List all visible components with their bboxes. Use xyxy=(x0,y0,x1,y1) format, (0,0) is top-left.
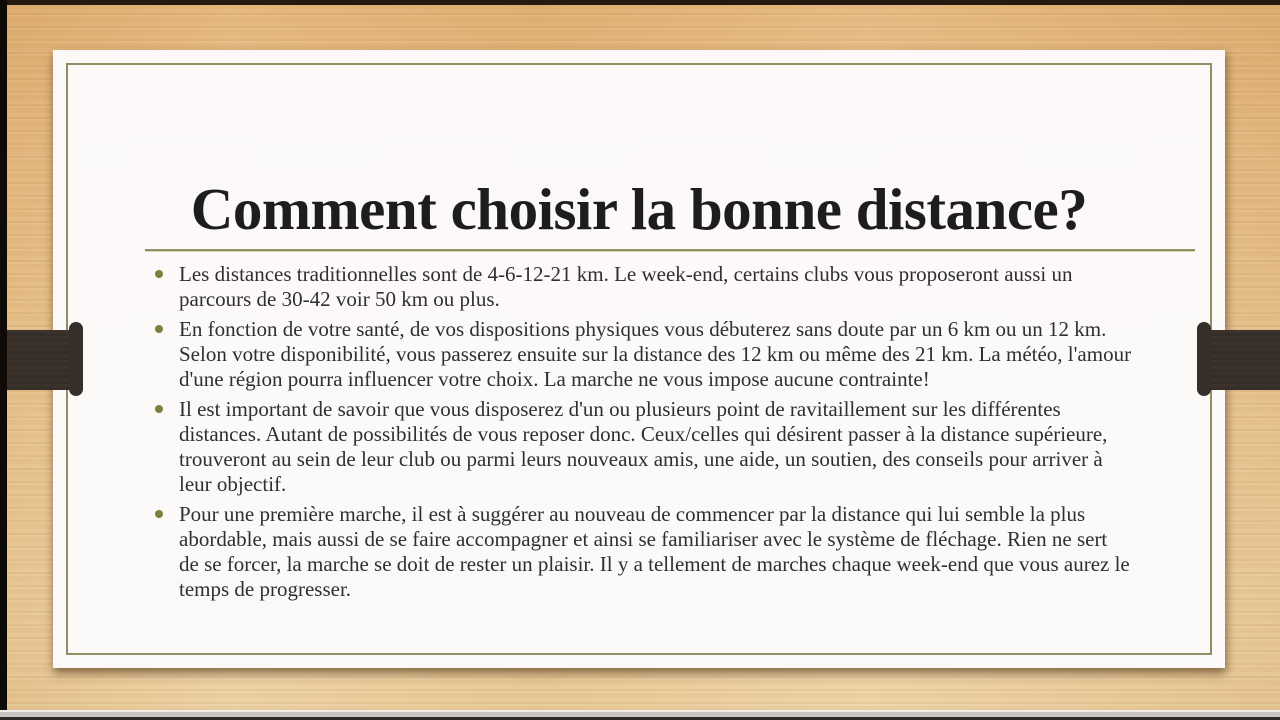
bullet-item xyxy=(150,262,1132,312)
bullet-item xyxy=(150,502,1132,602)
title-underline xyxy=(145,249,1195,252)
bullet-text: Pour une première marche, il est à suggérer au nouveau de commencer par la distance qui lui semble la plus abordable, mais aussi de se faire accompagner et ainsi se familiariser avec le système de fléchage. Rien ne sert de se forcer, la marche se doit de rester un plaisir. Il y a tellement de marches chaque week-end que vous aurez le temps de progresser. xyxy=(179,502,1130,601)
right-binder-tab xyxy=(1202,330,1280,390)
slide xyxy=(53,50,1225,668)
bottom-bar xyxy=(0,710,1280,720)
bullet-dot-icon xyxy=(155,270,163,278)
left-binder-tab xyxy=(0,330,76,390)
bullet-dot-icon xyxy=(155,405,163,413)
right-binder-tab-cap xyxy=(1197,322,1211,396)
bullet-text: En fonction de votre santé, de vos dispositions physiques vous débuterez sans doute par un 6 km ou un 12 km. Selon votre disponibilité, vous passerez ensuite sur la distance des 12 km ou même des 21 km. La météo, l'amour d'une région pourra influencer votre choix. La marche ne vous impose aucune contrainte! xyxy=(179,317,1132,391)
bullet-item xyxy=(150,397,1132,497)
letterbox-left-strip xyxy=(0,0,7,720)
left-binder-tab-cap xyxy=(69,322,83,396)
bullet-text: Il est important de savoir que vous disposerez d'un ou plusieurs point de ravitaillement sur les différentes distances. Autant de possibilités de vous reposer donc. Ceux/celles qui désirent passer à la distance supérieure, trouveront au sein de leur club ou parmi leurs nouveaux amis, une aide, un soutien, des conseils pour arriver à leur objectif. xyxy=(179,397,1108,496)
bullet-list xyxy=(150,262,1132,607)
letterbox-top-strip xyxy=(0,0,1280,5)
bullet-dot-icon xyxy=(155,510,163,518)
bullet-text: Les distances traditionnelles sont de 4-6-12-21 km. Le week-end, certains clubs vous proposeront aussi un parcours de 30-42 voir 50 km ou plus. xyxy=(179,262,1073,311)
bullet-dot-icon xyxy=(155,325,163,333)
bullet-item xyxy=(150,317,1132,392)
slide-title: Comment choisir la bonne distance? xyxy=(190,175,1088,242)
